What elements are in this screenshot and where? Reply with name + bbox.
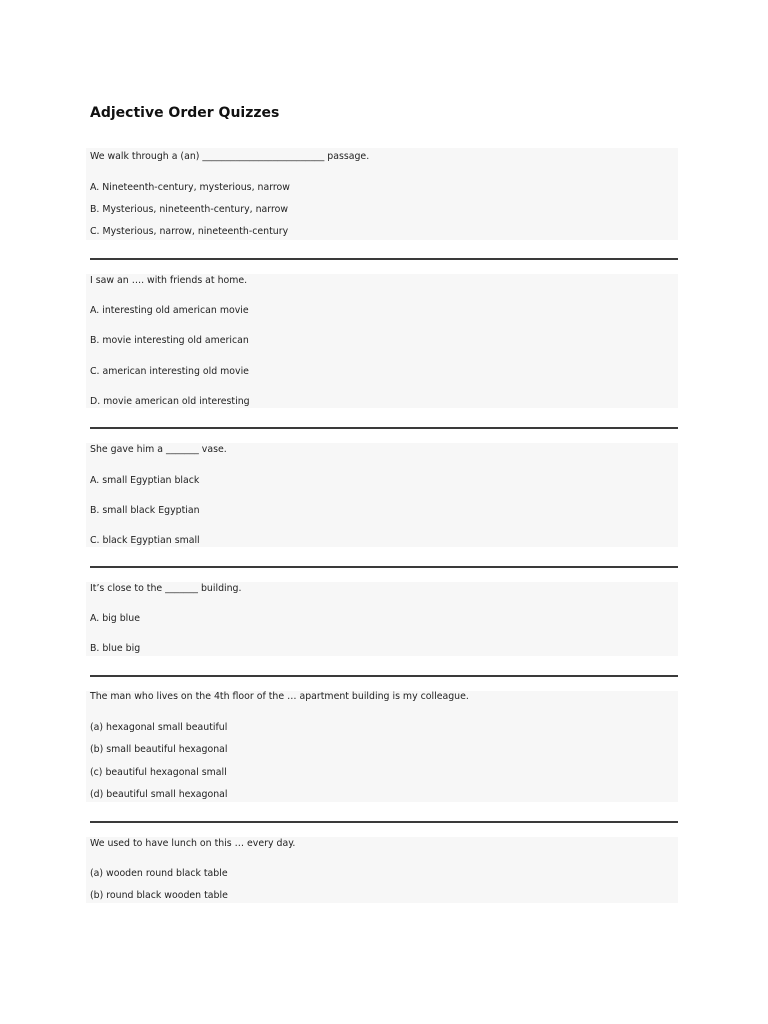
quiz-question: It’s close to the _______ building. [90, 583, 242, 594]
quiz-question: We used to have lunch on this … every day. [90, 838, 296, 849]
quiz-option: B. Mysterious, nineteenth-century, narrow [90, 204, 289, 215]
quiz-question: I saw an …. with friends at home. [90, 275, 248, 286]
quiz-option: B. movie interesting old american [90, 335, 249, 346]
quiz-option: B. small black Egyptian [90, 505, 200, 516]
quiz-block-background [86, 443, 678, 547]
quiz-option: A. small Egyptian black [90, 475, 200, 486]
section-divider [90, 821, 678, 823]
quiz-question: We walk through a (an) __________________________ passage. [90, 151, 370, 162]
quiz-option: (b) round black wooden table [90, 890, 228, 901]
quiz-option: (a) wooden round black table [90, 868, 228, 879]
section-divider [90, 566, 678, 568]
page-title: Adjective Order Quizzes [90, 105, 280, 121]
quiz-option: C. american interesting old movie [90, 366, 249, 377]
quiz-question: The man who lives on the 4th floor of the … apartment building is my colleague. [90, 691, 469, 702]
section-divider [90, 427, 678, 429]
quiz-option: C. Mysterious, narrow, nineteenth-century [90, 226, 289, 237]
quiz-option: A. big blue [90, 613, 140, 624]
quiz-option: (a) hexagonal small beautiful [90, 722, 228, 733]
section-divider [90, 675, 678, 677]
quiz-question: She gave him a _______ vase. [90, 444, 227, 455]
section-divider [90, 258, 678, 260]
quiz-option: D. movie american old interesting [90, 396, 250, 407]
quiz-option: B. blue big [90, 643, 141, 654]
quiz-option: (c) beautiful hexagonal small [90, 767, 227, 778]
quiz-option: A. interesting old american movie [90, 305, 249, 316]
quiz-option: C. black Egyptian small [90, 535, 200, 546]
quiz-option: (d) beautiful small hexagonal [90, 789, 228, 800]
quiz-option: A. Nineteenth-century, mysterious, narrow [90, 182, 290, 193]
quiz-option: (b) small beautiful hexagonal [90, 744, 228, 755]
